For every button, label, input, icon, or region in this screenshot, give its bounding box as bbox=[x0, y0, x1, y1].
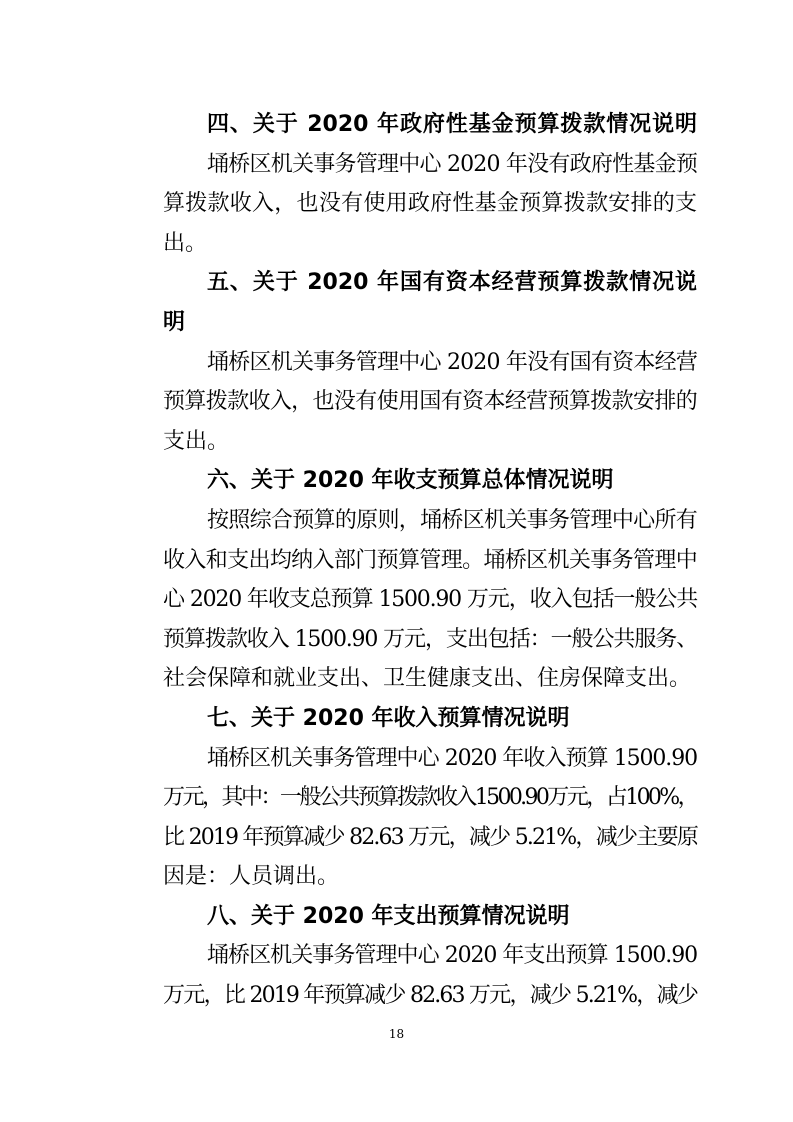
paragraph-line: 社会保障和就业支出、卫生健康支出、住房保障支出。 bbox=[163, 666, 692, 692]
paragraph-line: 万元，比 2019 年预算减少 82.63 万元，减少 5.21%，减少 bbox=[163, 983, 697, 1009]
section-income-budget bbox=[163, 699, 697, 897]
section-government-fund-budget bbox=[163, 105, 697, 263]
section-heading: 七、关于 2020 年收入预算情况说明 bbox=[207, 705, 570, 731]
paragraph-line: 埇桥区机关事务管理中心 2020 年支出预算 1500.90 bbox=[207, 943, 697, 969]
paragraph-line: 算拨款收入，也没有使用政府性基金预算拨款安排的支 bbox=[163, 191, 697, 217]
section-heading: 五、关于 2020 年国有资本经营预算拨款情况说 bbox=[207, 270, 697, 296]
paragraph-line: 比 2019 年预算减少 82.63 万元，减少 5.21%，减少主要原 bbox=[163, 824, 697, 850]
section-overall-budget bbox=[163, 461, 697, 699]
section-heading: 四、关于 2020 年政府性基金预算拨款情况说明 bbox=[207, 112, 697, 137]
paragraph-line: 埇桥区机关事务管理中心 2020 年没有政府性基金预 bbox=[207, 151, 697, 177]
section-state-capital-budget bbox=[163, 263, 697, 461]
paragraph-line: 万元，其中：一般公共预算拨款收入1500.90万元，占100%， bbox=[163, 785, 697, 811]
section-expenditure-budget bbox=[163, 897, 697, 1016]
page-content bbox=[163, 105, 697, 1016]
paragraph-line: 埇桥区机关事务管理中心 2020 年收入预算 1500.90 bbox=[207, 745, 697, 771]
section-heading: 八、关于 2020 年支出预算情况说明 bbox=[207, 903, 570, 929]
paragraph-line: 预算拨款收入 1500.90 万元，支出包括：一般公共服务、 bbox=[163, 626, 697, 652]
page-number: 18 bbox=[388, 1027, 405, 1041]
paragraph-line: 因是：人员调出。 bbox=[163, 864, 340, 890]
paragraph-line: 收入和支出均纳入部门预算管理。埇桥区机关事务管理中 bbox=[163, 547, 697, 573]
paragraph-line: 支出。 bbox=[163, 428, 230, 454]
paragraph-line: 埇桥区机关事务管理中心 2020 年没有国有资本经营 bbox=[207, 349, 697, 375]
paragraph-line: 心 2020 年收支总预算 1500.90 万元，收入包括一般公共 bbox=[163, 587, 697, 613]
paragraph-line: 按照综合预算的原则，埇桥区机关事务管理中心所有 bbox=[207, 507, 697, 533]
section-heading: 六、关于 2020 年收支预算总体情况说明 bbox=[207, 468, 614, 494]
paragraph-line: 出。 bbox=[163, 230, 208, 256]
paragraph-line: 预算拨款收入，也没有使用国有资本经营预算拨款安排的 bbox=[163, 389, 697, 415]
section-heading: 明 bbox=[163, 309, 186, 335]
